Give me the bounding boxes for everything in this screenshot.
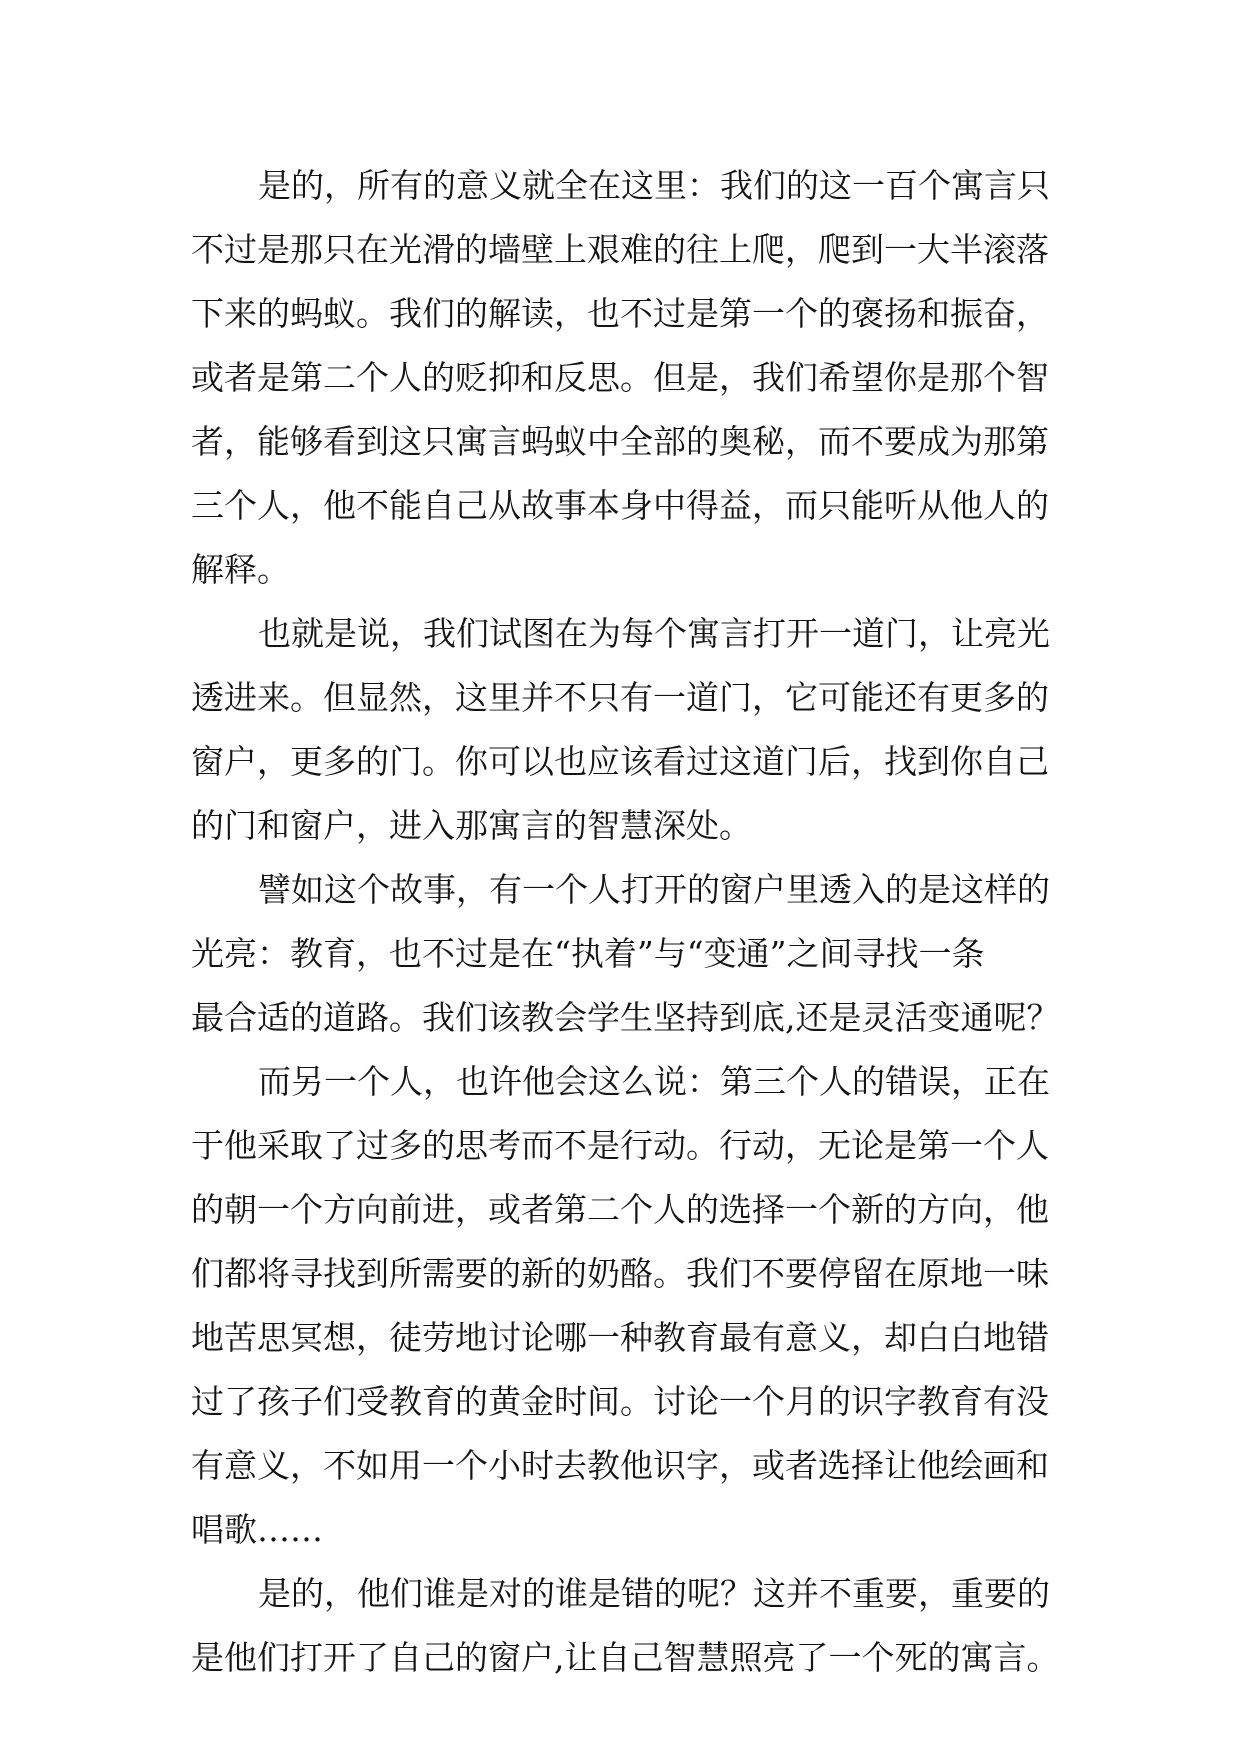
text-line: 的朝一个方向前进，或者第二个人的选择一个新的方向，他	[191, 1190, 1049, 1229]
text-line: 下来的蚂蚁。我们的解读，也不过是第一个的褒扬和振奋，	[191, 294, 1049, 333]
text-line: 们都将寻找到所需要的新的奶酪。我们不要停留在原地一味	[191, 1254, 1049, 1293]
text-line: 是的，所有的意义就全在这里：我们的这一百个寓言只	[258, 166, 1050, 205]
text-line: 光亮：教育，也不过是在“执着”与“变通”之间寻找一条	[191, 934, 985, 973]
text-line: 地苦思冥想，徒劳地讨论哪一种教育最有意义，却白白地错	[191, 1318, 1049, 1357]
text-line: 过了孩子们受教育的黄金时间。讨论一个月的识字教育有没	[191, 1382, 1049, 1421]
text-line: 也就是说，我们试图在为每个寓言打开一道门，让亮光	[258, 614, 1050, 653]
text-line: 是的，他们谁是对的谁是错的呢？这并不重要，重要的	[258, 1574, 1050, 1613]
text-line: 唱歌……	[191, 1510, 323, 1549]
text-line: 的门和窗户，进入那寓言的智慧深处。	[191, 806, 752, 845]
text-line: 于他采取了过多的思考而不是行动。行动，无论是第一个人	[191, 1126, 1049, 1165]
text-line: 是他们打开了自己的窗户,让自己智慧照亮了一个死的寓言。	[191, 1638, 1060, 1677]
text-line: 或者是第二个人的贬抑和反思。但是，我们希望你是那个智	[191, 358, 1049, 397]
text-line: 而另一个人，也许他会这么说：第三个人的错误，正在	[258, 1062, 1050, 1101]
text-line: 窗户，更多的门。你可以也应该看过这道门后，找到你自己	[191, 742, 1049, 781]
text-line: 譬如这个故事，有一个人打开的窗户里透入的是这样的	[258, 870, 1050, 909]
text-line: 解释。	[191, 550, 290, 589]
text-line: 透进来。但显然，这里并不只有一道门，它可能还有更多的	[191, 678, 1049, 717]
text-line: 有意义，不如用一个小时去教他识字，或者选择让他绘画和	[191, 1446, 1049, 1485]
text-line: 不过是那只在光滑的墙壁上艰难的往上爬，爬到一大半滚落	[191, 230, 1049, 269]
text-line: 者，能够看到这只寓言蚂蚁中全部的奥秘，而不要成为那第	[191, 422, 1049, 461]
text-line: 三个人，他不能自己从故事本身中得益，而只能听从他人的	[191, 486, 1049, 525]
text-line: 最合适的道路。我们该教会学生坚持到底,还是灵活变通呢？	[191, 998, 1060, 1037]
